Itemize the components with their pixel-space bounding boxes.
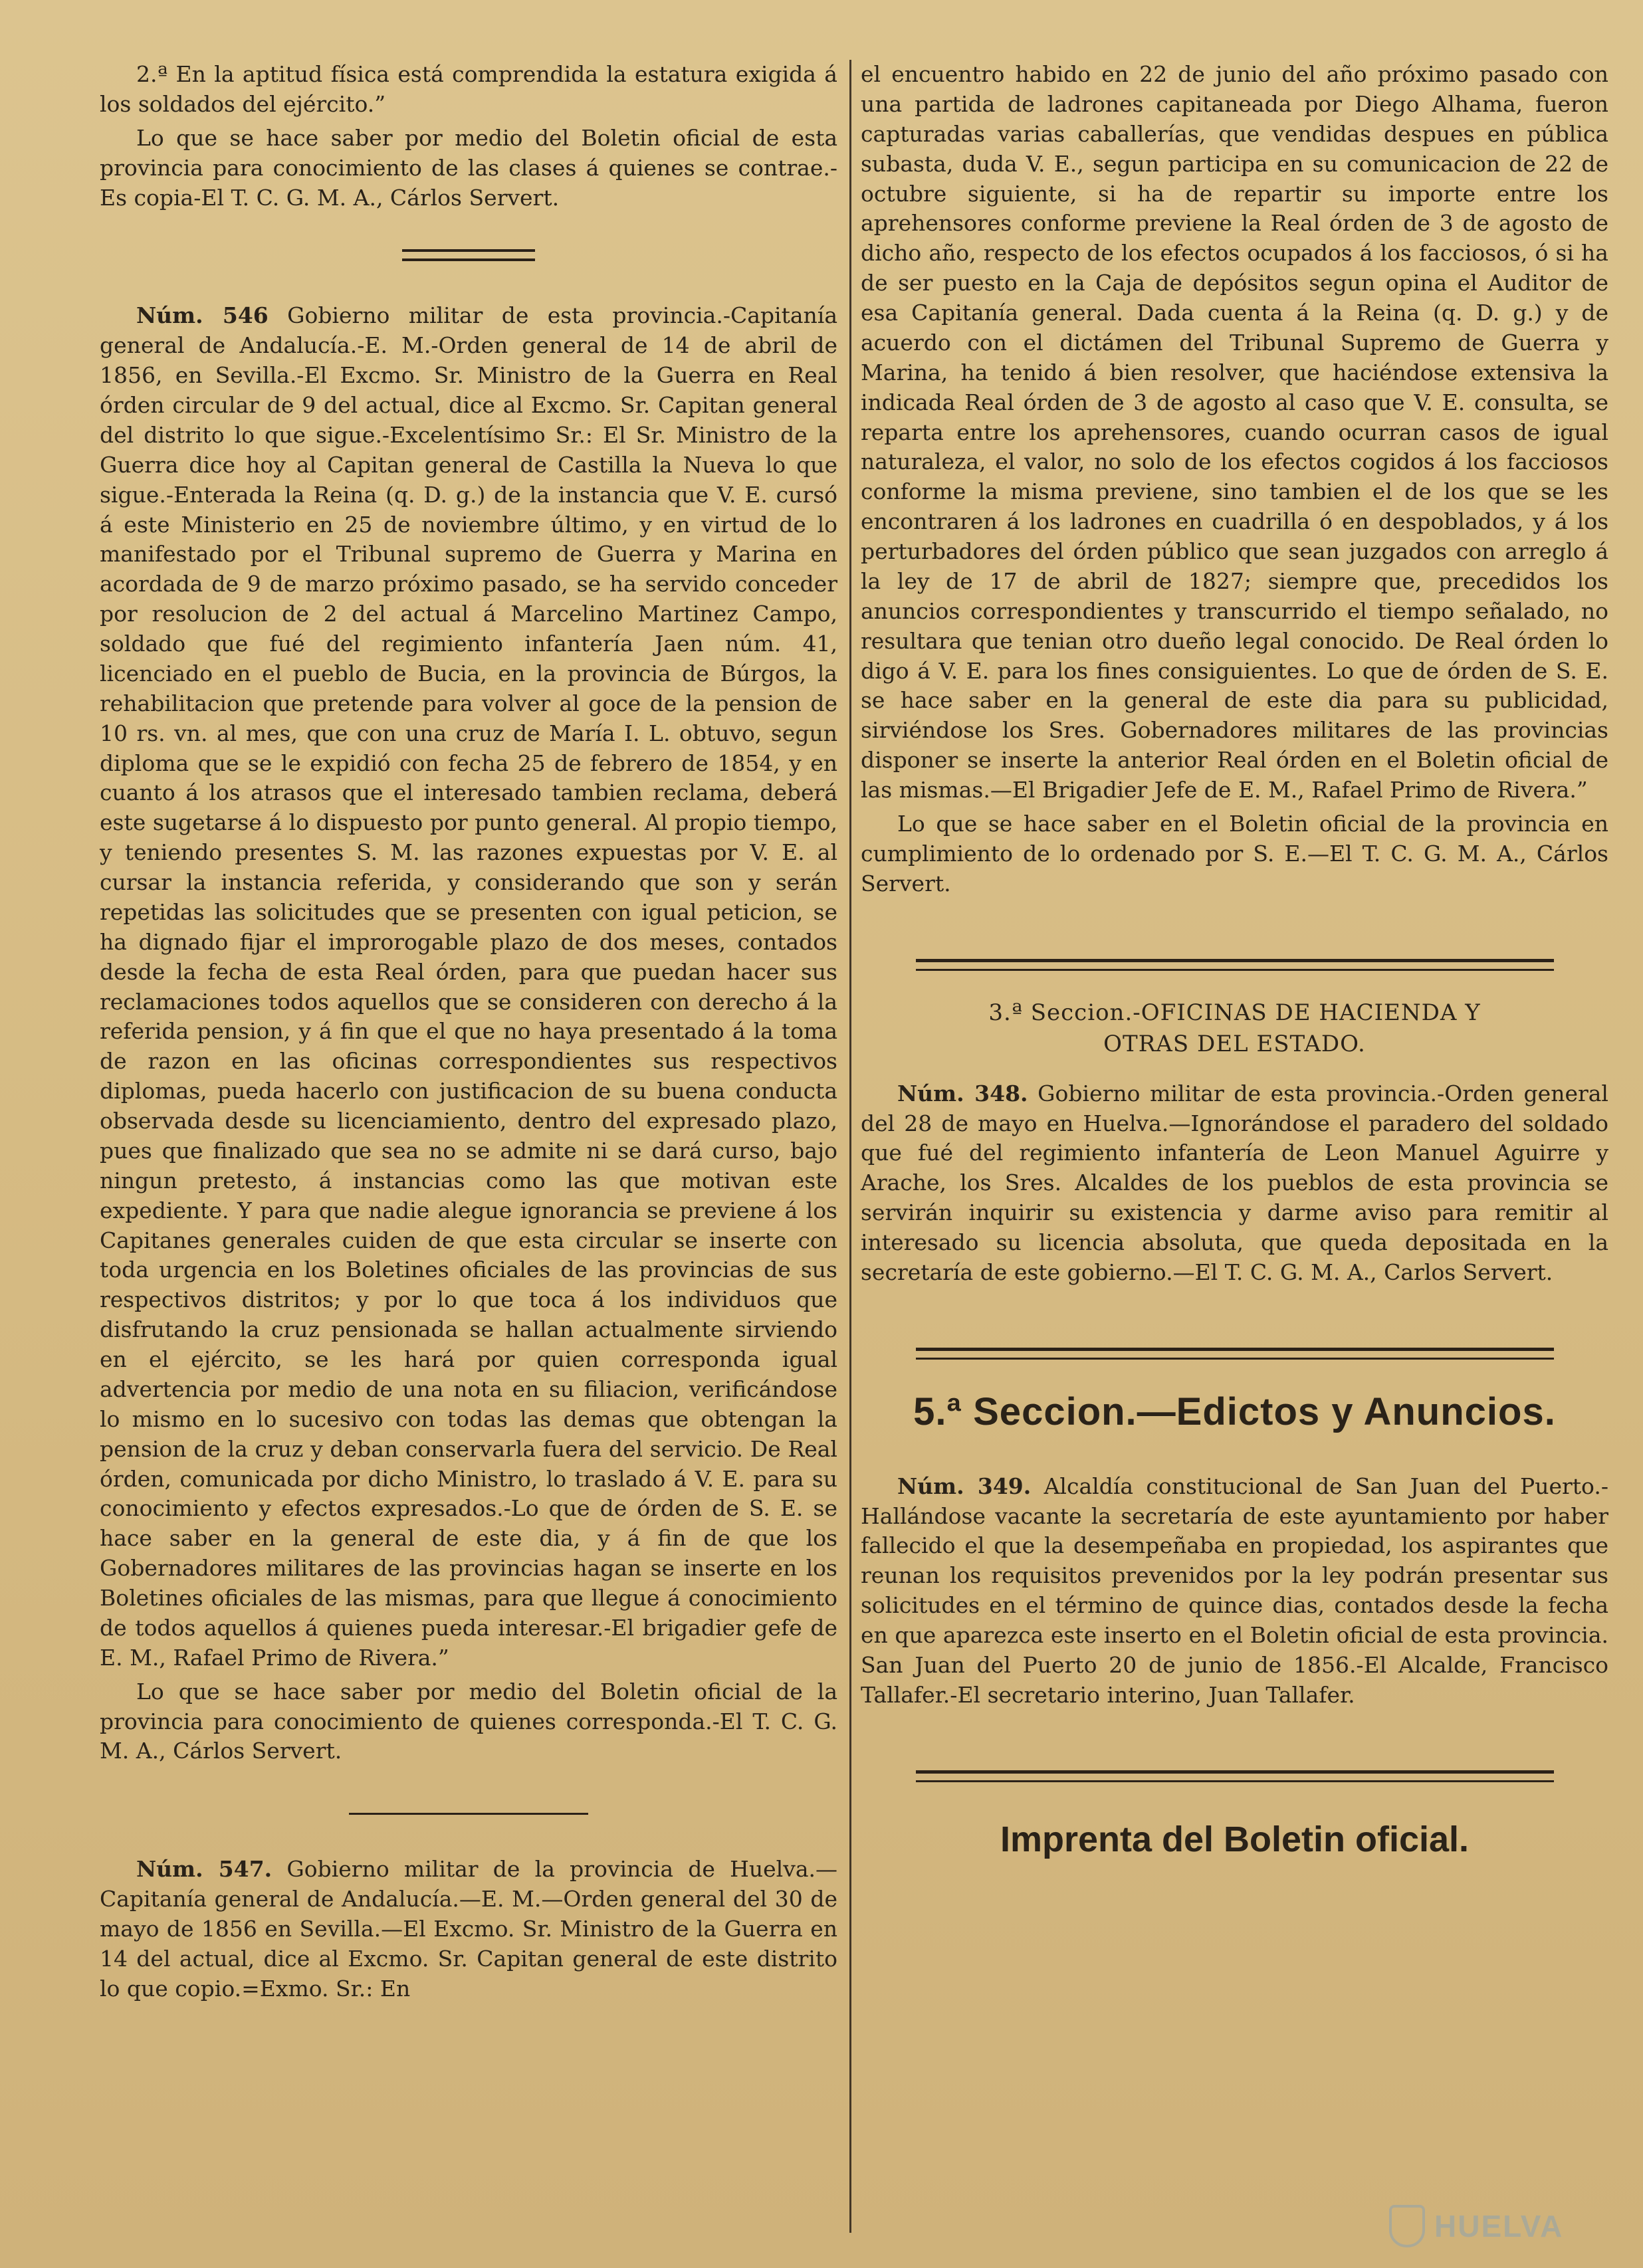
item-348-text: Gobierno militar de esta provincia.-Orden general del 28 de mayo en Huelva.—Ignorándose el paradero del soldado que fué del regimiento infantería de Leon Manuel Aguirre y Arache, los Sres. Alcaldes de los pueblos de esta provincia se servirán inquirir su existencia y darme aviso para remitir al interesado su licencia absoluta, que queda depositada en la secretaría de este gobierno.—El T. C. G. M. A., Carlos Servert. — [861, 1080, 1608, 1285]
item-547-continued: el encuentro habido en 22 de junio del año próximo pasado con una partida de ladrones capitaneada por Diego Alhama, fueron capturadas varias caballerías, que vendidas despues en pública subasta, duda V. E., segun participa en su comunicacion de 22 de octubre siguiente, si ha de repartir su importe entre los aprehensores conforme previene la Real órden de 3 de agosto de dicho año, respecto de los efectos ocupados á los facciosos, ó si ha de ser puesto en la Caja de depósitos segun opina el Auditor de esa Capitanía general. Dada cuenta á la Reina (q. D. g.) y de acuerdo con el dictámen del Tribunal Supremo de Guerra y Marina, ha tenido á bien resolver, que haciéndose extensiva la indicada Real órden de 3 de agosto al caso que V. E. consulta, se reparta entre los aprehensores, cuando ocurran casos de igual naturaleza, el valor, no solo de los efectos cogidos á los facciosos conforme la misma previene, sino tambien el de los que se les encontraren á los ladrones en cuadrilla ó en despoblados, y á los perturbadores del órden público que sean juzgados con arreglo á la ley de 17 de abril de 1827; siempre que, precedidos los anuncios correspondientes y transcurrido el tiempo señalado, no resultara que tenian otro dueño legal conocido. De Real órden lo digo á V. E. para los fines consiguientes. Lo que de órden de S. E. se hace saber en la general de este dia para su publicidad, sirviéndose los Sres. Gobernadores militares de las provincias disponer se inserte la anterior Real órden en el Boletin oficial de las mismas.—El Brigadier Jefe de E. M., Rafael Primo de Rivera.” — [861, 61, 1608, 803]
item-2-closing: Lo que se hace saber por medio del Boletin oficial de esta provincia para conocimiento de las clases á quienes se contrae.-Es copia-El T. C. G. M. A., Cárlos Servert. — [100, 124, 837, 211]
item-348 — [861, 1079, 1608, 1288]
seal-icon — [1389, 2205, 1425, 2247]
item-546-number: Núm. 546 — [136, 302, 269, 329]
section-separator — [916, 959, 1554, 971]
item-546-closing: Lo que se hace saber por medio del Boletin oficial de la provincia para conocimiento de quienes corresponda.-El T. C. G. M. A., Cárlos Servert. — [100, 1678, 837, 1764]
item-349 — [861, 1472, 1608, 1710]
left-column — [100, 60, 837, 2008]
separator-rule — [402, 249, 535, 261]
item-349-text: Alcaldía constitucional de San Juan del Puerto.-Hallándose vacante la secretaría de este ayuntamiento por haber fallecido el que la desempeñaba en propiedad, los aspirantes que reunan los requisitos prevenidos por la ley podrán presentar sus solicitudes en el término de quince dias, contados desde la fecha en que aparezca este inserto en el Boletin oficial de esta provincia. San Juan del Puerto 20 de junio de 1856.-El Alcalde, Francisco Tallafer.-El secretario interino, Juan Tallafer. — [861, 1473, 1608, 1708]
section-separator — [916, 1348, 1554, 1360]
archive-watermark — [1389, 2200, 1602, 2253]
item-547 — [100, 1855, 837, 2004]
item-2-text: 2.ª En la aptitud física está comprendida la estatura exigida á los soldados del ejército.” — [100, 61, 837, 117]
item-546-text: Gobierno militar de esta provincia.-Capitanía general de Andalucía.-E. M.-Orden general de 14 de abril de 1856, en Sevilla.-El Excmo. Sr. Ministro de la Guerra en Real órden circular de 9 del actual, dice al Excmo. Sr. Capitan general del distrito lo que sigue.-Excelentísimo Sr.: El Sr. Ministro de la Guerra dice hoy al Capitan general de Castilla la Nueva lo que sigue.-Enterada la Reina (q. D. g.) de la instancia que V. E. cursó á este Ministerio en 25 de noviembre último, y en virtud de lo manifestado por el Tribunal supremo de Guerra y Marina en acordada de 9 de marzo próximo pasado, se ha servido conceder por resolucion de 2 del actual á Marcelino Martinez Campo, soldado que fué del regimiento infantería Jaen núm. 41, licenciado en el pueblo de Bucia, en la provincia de Búrgos, la rehabilitacion que pretende para volver al goce de la pension de 10 rs. vn. al mes, que con una cruz de María I. L. obtuvo, segun diploma que se le expidió con fecha 25 de febrero de 1854, y en cuanto á los atrasos que el interesado tambien reclama, deberá este sugetarse á lo dispuesto por punto general. Al propio tiempo, y teniendo presentes S. M. las razones expuestas por V. E. al cursar la instancia referida, y considerando que son y serán repetidas las solicitudes que se presenten con igual peticion, se ha dignado fijar el improrogable plazo de dos meses, contados desde la fecha de esta Real órden, para que puedan hacer sus reclamaciones todos aquellos que se consideren con derecho á la referida pension, y á fin que el que no haya presentado á la toma de razon en las oficinas correspondientes sus respectivos diplomas, pueda hacerlo con justificacion de su buena conducta observada desde su licenciamiento, dentro del expresado plazo, pues que finalizado que sea no se admite ni se dará curso, bajo ningun pretesto, á instancias como las que motivan este expediente. Y para que nadie alegue ignorancia se previene á los Capitanes generales cuiden de que esta circular se inserte con toda urgencia en los Boletines oficiales de las provincias de sus respectivos distritos; y por lo que toca á los individuos que disfrutando la cruz pensionada se hallan actualmente sirviendo en el ejército, se les hará por quien corresponda igual advertencia por medio de una nota en su filiacion, verificándose lo mismo en lo sucesivo con todas las demas que obtengan la pension de la cruz y deban conservarla fuera del servicio. De Real órden, comunicada por dicho Ministro, lo traslado á V. E. para su conocimiento y efectos expresados.-Lo que de órden de S. E. se hace saber en la general de este dia, y á fin de que los Gobernadores militares de las provincias hagan se inserte en los Boletines oficiales de las mismas, para que llegue á conocimiento de todos aquellos á quienes pueda interesar.-El brigadier gefe de E. M., Rafael Primo de Rivera.” — [100, 302, 837, 1671]
section-5-heading: 5.ª Seccion.—Edictos y Anuncios. — [913, 1390, 1556, 1433]
printer-imprint: Imprenta del Boletin oficial. — [1000, 1819, 1470, 1859]
section-3-heading — [861, 997, 1608, 1061]
item-348-number: Núm. 348. — [897, 1080, 1028, 1106]
item-547-number: Núm. 547. — [136, 1856, 273, 1883]
item-546 — [100, 301, 837, 1673]
item-547-closing: Lo que se hace saber en el Boletin oficial de la provincia en cumplimiento de lo ordenado por S. E.—El T. C. G. M. A., Cárlos Servert. — [861, 810, 1608, 896]
item-547-text: Gobierno militar de la provincia de Huelva.—Capitanía general de Andalucía.—E. M.—Orden general del 30 de mayo de 1856 en Sevilla.—El Excmo. Sr. Ministro de la Guerra en 14 del actual, dice al Excmo. Sr. Capitan general de este distrito lo que copio.=Exmo. Sr.: En — [100, 1856, 837, 2002]
separator-rule — [349, 1813, 588, 1815]
column-divider — [849, 60, 851, 2233]
watermark-text: HUELVA — [1434, 2209, 1564, 2243]
section-separator — [916, 1770, 1554, 1782]
section-3-heading-line2: OTRAS DEL ESTADO. — [1103, 1031, 1366, 1058]
section-3-heading-line1: 3.ª Seccion.-OFICINAS DE HACIENDA Y — [988, 999, 1481, 1026]
item-349-number: Núm. 349. — [897, 1473, 1032, 1499]
right-column — [861, 60, 1608, 1864]
